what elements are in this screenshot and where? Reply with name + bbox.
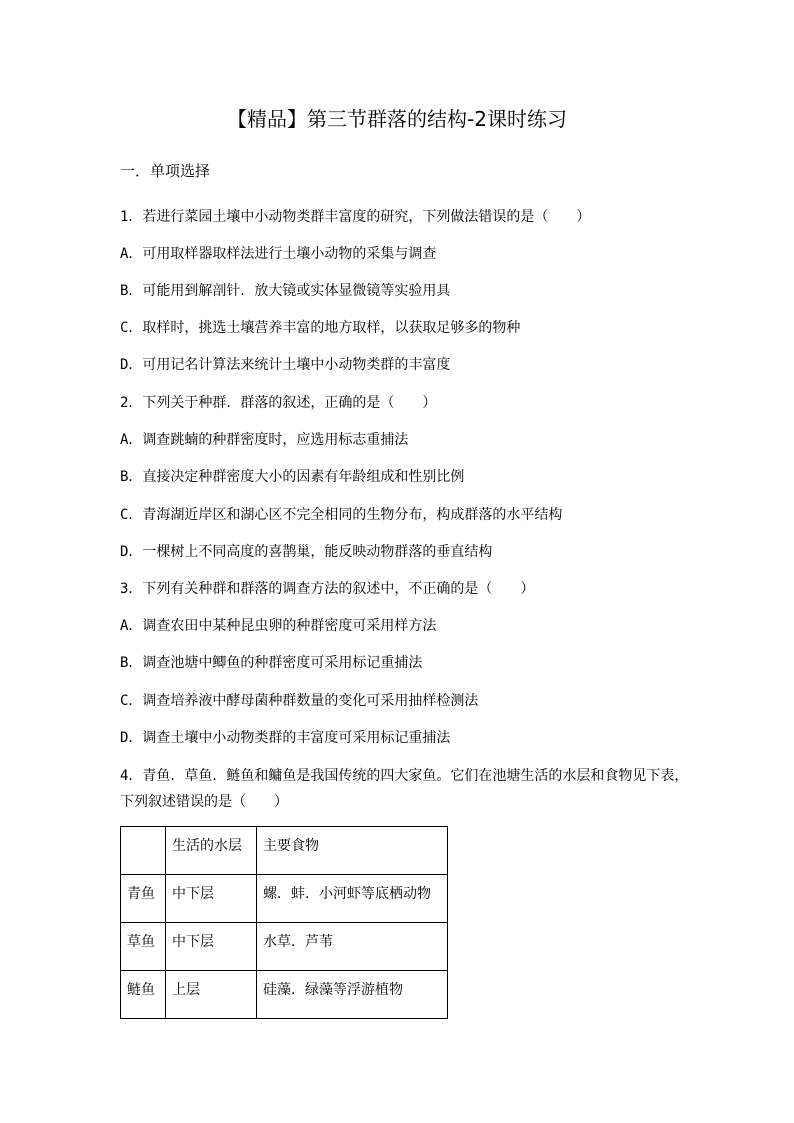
question-2-stem: 2．下列关于种群．群落的叙述，正确的是（ ） xyxy=(120,395,437,411)
table-header-cell: 主要食物 xyxy=(257,827,448,875)
question-3-option-a: A．调查农田中某种昆虫卵的种群密度可采用样方法 xyxy=(120,618,437,634)
question-2-option-c: C．青海湖近岸区和湖心区不完全相同的生物分布，构成群落的水平结构 xyxy=(120,507,563,523)
question-2-option-d: D．一棵树上不同高度的喜鹊巢，能反映动物群落的垂直结构 xyxy=(120,544,493,560)
table-cell-layer: 中下层 xyxy=(166,923,257,971)
question-1-option-a: A．可用取样器取样法进行土壤小动物的采集与调查 xyxy=(120,246,437,262)
page-title: 【精品】第三节群落的结构-2课时练习 xyxy=(227,107,567,131)
table-cell-fish: 草鱼 xyxy=(121,923,166,971)
question-2-option-a: A．调查跳蝻的种群密度时，应选用标志重捕法 xyxy=(120,432,409,448)
table-cell-fish: 青鱼 xyxy=(121,875,166,923)
table-header-cell xyxy=(121,827,166,875)
question-1-option-c: C．取样时，挑选土壤营养丰富的地方取样，以获取足够多的物种 xyxy=(120,320,521,336)
question-1-option-d: D．可用记名计算法来统计土壤中小动物类群的丰富度 xyxy=(120,357,451,373)
question-1-option-b: B．可能用到解剖针．放大镜或实体显微镜等实验用具 xyxy=(120,283,451,299)
section-heading: 一．单项选择 xyxy=(120,162,211,180)
question-3-stem: 3．下列有关种群和群落的调查方法的叙述中，不正确的是（ ） xyxy=(120,581,535,597)
table-cell-layer: 上层 xyxy=(166,971,257,1019)
table-cell-food: 螺．蚌．小河虾等底栖动物 xyxy=(257,875,448,923)
table-cell-food: 水草．芦苇 xyxy=(257,923,448,971)
table-row xyxy=(121,971,448,1019)
question-3-option-b: B．调查池塘中鲫鱼的种群密度可采用标记重捕法 xyxy=(120,655,423,671)
question-4-stem: 4．青鱼．草鱼．鲢鱼和鳙鱼是我国传统的四大家鱼。它们在池塘生活的水层和食物见下表，下列叙述错误的是（ ） xyxy=(120,768,689,810)
table-header-cell: 生活的水层 xyxy=(166,827,257,875)
table-header-row xyxy=(121,827,448,875)
table-row xyxy=(121,923,448,971)
table-cell-layer: 中下层 xyxy=(166,875,257,923)
question-1-stem: 1．若进行菜园土壤中小动物类群丰富度的研究，下列做法错误的是（ ） xyxy=(120,209,591,225)
table-cell-food: 硅藻．绿藻等浮游植物 xyxy=(257,971,448,1019)
fish-habitat-table xyxy=(120,826,448,1019)
question-3-option-c: C．调查培养液中酵母菌种群数量的变化可采用抽样检测法 xyxy=(120,693,479,709)
table-row xyxy=(121,875,448,923)
question-2-option-b: B．直接决定种群密度大小的因素有年龄组成和性别比例 xyxy=(120,469,465,485)
table-cell-fish: 鲢鱼 xyxy=(121,971,166,1019)
question-3-option-d: D．调查土壤中小动物类群的丰富度可采用标记重捕法 xyxy=(120,730,451,746)
